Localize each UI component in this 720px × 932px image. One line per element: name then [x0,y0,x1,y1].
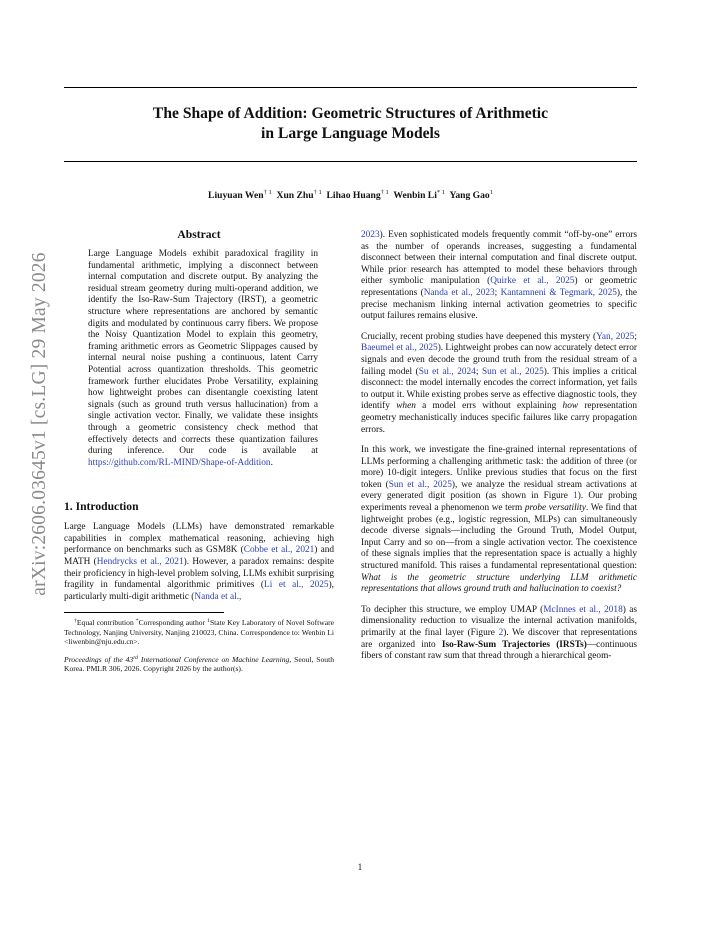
footnote-rule [64,612,224,613]
right-column [361,230,637,672]
citation-link[interactable]: Kantamneni & Tegmark, 2025 [500,287,617,298]
title-line-1: The Shape of Addition: Geometric Structures of Arithmetic [152,105,549,122]
page-number: 1 [357,863,363,873]
citation-link[interactable]: Quirke et al., 2025 [490,276,575,287]
arxiv-stamp: arXiv:2606.03645v1 [cs.LG] 29 May 2026 [29,252,50,596]
author: Wenbin Li$^{* 1}$ [393,189,445,201]
citation-link[interactable]: Sun et al., 2025 [388,479,452,490]
introduction-heading: 1. Introduction [64,500,139,514]
left-column [64,228,334,673]
author: Lihao Huang$^{\dagger 1}$ [326,189,389,201]
citation-link[interactable]: Hendrycks et al., 2021 [96,557,184,568]
figure-link[interactable]: 1 [573,491,578,502]
title-line-2: in Large Language Models [261,125,440,142]
author: Liuyuan Wen$^{\dagger 1}$ [208,189,272,201]
citation-link[interactable]: 2023 [361,230,380,240]
citation-link[interactable]: Nanda et al., 2023 [423,287,495,298]
body-paragraph: 2023). Even sophisticated models frequently commit “off-by-one” errors as the number of operands increases, suggesting a fundamental disconnect between their internal computation and final discrete output. While prior research has attempted to model these behaviors through either symbolic manipulation (Quirke et al., 2025) or geometric representations (Nanda et al., 2023; Kantamneni & Tegmark, 2025), the precise mechanism linking internal activation geometries to specific output failures remains elusive. [361,230,637,322]
citation-link[interactable]: Sun et al., 2025 [481,366,544,377]
figure-link[interactable]: 2 [498,628,504,638]
abstract-heading: Abstract [177,228,221,241]
paper-title [64,104,637,144]
abstract-body: Large Language Models exhibit paradoxical fragility in fundamental arithmetic, implying a disconnect between internal computation and discrete output. By analyzing the residual stream geometry during multi-operand addition, we identify the Iso-Raw-Sum Trajectory (IRST), a geometric structure where representations are anchored by semantic digits and modulated by continuous carry fibers. We propose the Noisy Quantization Model to explain this geometry, framing arithmetic errors as Geometric Slippages caused by internal neural noise pushing a continuous, latent Carry Potential across quantization thresholds. This geometric framework further elucidates Probe Versatility, explaining how lightweight probes can disentangle coexisting latent signals (such as ground truth versus hallucination) from a single activation vector. Finally, we validate these insights through a geometric consistency check method that effectively detects and corrects these quantization failures during inference. Our code is available at https://github.com/RL-MIND/Shape-of-Addition. [88,249,318,468]
title-rule-top [64,87,637,88]
citation-link[interactable]: Yan, 2025 [596,331,635,342]
code-link[interactable]: https://github.com/RL-MIND/Shape-of-Addition [88,457,271,468]
footnote: †Equal contribution *Corresponding author $^1$State Key Laboratory of Novel Software Technology, Nanjing University, Nanjing 210023, China. Correspondence to: Wenbin Li <liwenbin@nju.edu.cn>. [64,618,334,646]
author-list [64,187,637,202]
citation-link[interactable]: McInnes et al., 2018 [543,604,623,615]
intro-paragraph: Large Language Models (LLMs) have demonstrated remarkable capabilities in complex mathematical reasoning, achieving high performance on benchmarks such as GSM8K (Cobbe et al., 2021) and MATH (Hendrycks et al., 2021). However, a paradox remains: despite their proficiency in high-level problem solving, LLMs exhibit surprising fragility in fundamental algorithmic primitives (Li et al., 2025), particularly multi-digit arithmetic (Nanda et al., [64,522,334,602]
citation-link[interactable]: Su et al., 2024 [418,366,476,377]
body-paragraph: Crucially, recent probing studies have deepened this mystery (Yan, 2025; Baeumel et al., 2025). Lightweight probes can now accurately detect error signals and even decode the ground truth from the residual stream of a failing model (Su et al., 2024; Sun et al., 2025). This implies a critical disconnect: the model internally encodes the correct information, yet fails to output it. While existing probes serve as effective diagnostic tools, they identify when a model errs without explaining how representation geometry mechanistically induces specific failures like carry propagation errors. [361,331,637,435]
citation-link[interactable]: Li et al., 2025 [264,580,329,591]
proceedings-note: Proceedings of the 43rd International Conference on Machine Learning, Seoul, South Korea. PMLR 306, 2026. Copyright 2026 by the author(s). [64,655,335,674]
author: Xun Zhu$^{\dagger 1}$ [276,189,322,201]
author: Yang Gao$^1$ [449,189,493,201]
title-rule-bottom [64,161,637,162]
body-paragraph: To decipher this structure, we employ UMAP (McInnes et al., 2018) as dimensionality reduction to visualize the internal activation manifolds, primarily at the final layer (Figure 2). We discover that representations are organized into Iso-Raw-Sum Trajectories (IRSTs)—continuous fibers of constant raw sum that thread through a hierarchical geom- [361,604,637,662]
body-paragraph: In this work, we investigate the fine-grained internal representations of LLMs performing a challenging arithmetic task: the addition of three (or more) 10-digit integers. Unlike previous studies that focus on the first token (Sun et al., 2025), we analyze the residual stream activations at every generated digit position (as shown in Figure 1). Our probing experiments reveal a phenomenon we term probe versatility. We find that lightweight probes (e.g., logistic regression, MLPs) can simultaneously decode diverse signals—including the Ground Truth, Model Output, Input Carry and so on—from a single activation vector. The coexistence of these signals implies that the representation space is actually a highly structured manifold. This raises a fundamental representational question: What is the geometric structure underlying LLM arithmetic representations that allows ground truth and hallucination to coexist? [361,445,638,595]
citation-link[interactable]: Baeumel et al., 2025 [361,343,438,354]
citation-link[interactable]: Nanda et al., [194,591,242,602]
citation-link[interactable]: Cobbe et al., 2021 [243,545,315,556]
